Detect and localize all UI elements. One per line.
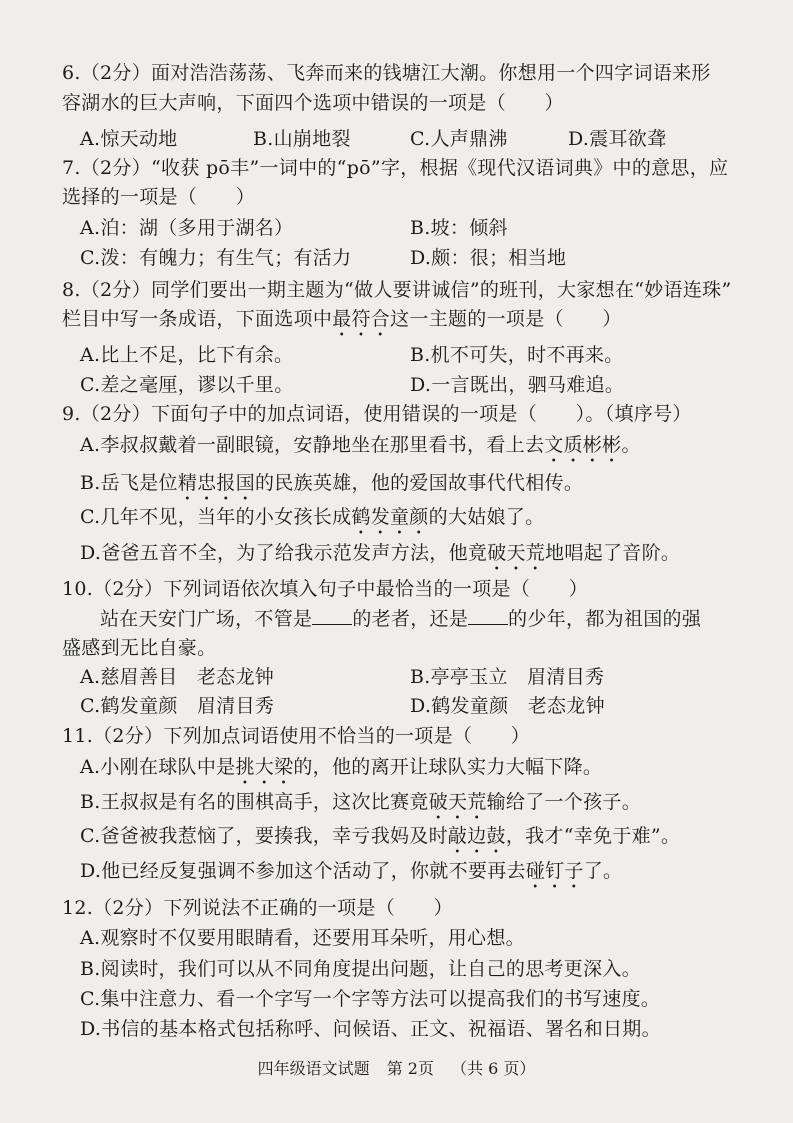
q9-option-d: D.爸爸五音不全，为了给我示范发声方法，他竟破天荒地唱起了音阶。 [80,542,681,564]
emphasized-word: 碰钉子 [525,860,584,882]
q7-option-c: C.泼：有魄力；有生气；有活力 [80,247,352,269]
emphasized-word: 鹤发童颜 [351,506,429,528]
page-total: （共 6 页） [451,1059,536,1078]
q7-option-a: A.泊：湖（多用于湖名） [80,217,294,239]
q6-option-b: B.山崩地裂 [253,128,351,150]
emphasized-word: 精忠报国 [177,472,256,494]
emphasized-word: 文质彬彬 [544,434,622,456]
question-7-cont: 选择的一项是（ ） [62,186,256,208]
question-11: 11.（2分）下列加点词语使用不恰当的一项是（ ） [62,725,531,747]
question-10-sentence-cont: 盛感到无比自豪。 [62,637,217,659]
q12-option-b: B.阅读时，我们可以从不同角度提出问题，让自己的思考更深入。 [80,958,642,980]
q8-option-c: C.差之毫厘，谬以千里。 [80,374,294,396]
q6-option-c: C.人声鼎沸 [410,128,508,150]
question-6: 6.（2分）面对浩浩荡荡、飞奔而来的钱塘江大潮。你想用一个四字词语来形 [62,62,711,84]
page-number: 第 2页 [386,1059,434,1078]
q8-option-b: B.机不可失，时不再来。 [410,344,624,366]
question-10: 10.（2分）下列词语依次填入句子中最恰当的一项是（ ） [62,578,589,600]
q6-option-a: A.惊天动地 [80,128,178,150]
question-7: 7.（2分）“收获 pō丰”一词中的“pō”字，根据《现代汉语词典》中的意思，应 [62,157,729,179]
question-6-cont: 容湖水的巨大声响，下面四个选项中错误的一项是（ ） [62,92,564,114]
question-12: 12.（2分）下列说法不正确的一项是（ ） [62,897,453,919]
q9-option-c: C.几年不见，当年的小女孩长成鹤发童颜的大姑娘了。 [80,506,545,528]
q12-option-a: A.观察时不仅要用眼睛看，还要用耳朵听，用心想。 [80,927,525,949]
q11-option-c: C.爸爸被我惹恼了，要揍我，幸亏我妈及时敲边鼓，我才“幸免于难”。 [80,825,681,847]
q12-option-d: D.书信的基本格式包括称呼、问候语、正文、祝福语、署名和日期。 [80,1018,661,1040]
q10-option-d: D.鹤发童颜 老态龙钟 [410,695,605,717]
q11-option-b: B.王叔叔是有名的围棋高手，这次比赛竟破天荒输给了一个孩子。 [80,791,642,813]
q12-option-c: C.集中注意力、看一个字写一个字等方法可以提高我们的书写速度。 [80,988,661,1010]
emphasized-word: 破天荒 [428,791,487,813]
q7-option-d: D.颇：很；相当地 [410,247,567,269]
q7-option-b: B.坡：倾斜 [410,217,508,239]
question-8: 8.（2分）同学们要出一期主题为“做人要讲诚信”的班刊，大家想在“妙语连珠” [62,279,732,301]
emphasized-word: 挑大梁 [235,756,294,778]
q9-option-b: B.岳飞是位精忠报国的民族英雄，他的爱国故事代代相传。 [80,472,584,494]
question-8-cont: 栏目中写一条成语，下面选项中最符合这一主题的一项是（ ） [62,308,622,330]
q10-option-b: B.亭亭玉立 眉清目秀 [410,666,605,688]
q6-option-d: D.震耳欲聋 [568,128,667,150]
page-footer [0,1058,793,1080]
q10-option-a: A.慈眉善目 老态龙钟 [80,666,275,688]
q10-option-c: C.鹤发童颜 眉清目秀 [80,695,275,717]
fill-blank [468,606,508,625]
q8-option-a: A.比上不足，比下有余。 [80,344,294,366]
q9-option-a: A.李叔叔戴着一副眼镜，安静地坐在那里看书，看上去文质彬彬。 [80,434,641,456]
exam-title: 四年级语文试题 [257,1059,370,1078]
q11-option-a: A.小刚在球队中是挑大梁的，他的离开让球队实力大幅下降。 [80,756,603,778]
emphasized-word: 敲边鼓 [447,825,506,847]
q11-option-d: D.他已经反复强调不参加这个活动了，你就不要再去碰钉子了。 [80,860,623,882]
emphasized-word: 破天荒 [487,542,546,564]
emphasized-word: 最符合 [332,308,391,330]
fill-blank [312,606,352,625]
question-9: 9.（2分）下面句子中的加点词语，使用错误的一项是（ ）。（填序号） [62,403,692,425]
question-10-sentence: 站在天安门广场，不管是 的老者，还是 的少年，都为祖国的强 [100,608,702,630]
q8-option-d: D.一言既出，驷马难追。 [410,374,625,396]
